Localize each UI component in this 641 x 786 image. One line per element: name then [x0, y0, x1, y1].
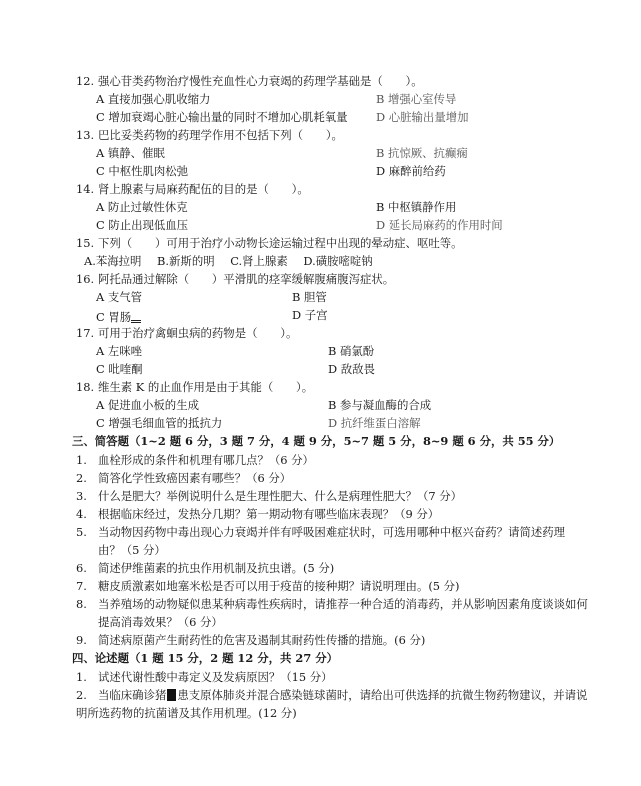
question-text: 患支原体肺炎并混合感染链球菌时，请给出可供选择的抗微生物药物建议，并请说: [177, 688, 588, 702]
essay-2-cont: 明所选药物的抗菌谱及其作用机理。(12 分): [76, 706, 297, 720]
option-row: [76, 110, 601, 128]
section-heading-short-answer: 三、简答题（1~2 题 6 分，3 题 7 分，4 题 9 分，5~7 题 5 分，8~9 题 6 分，共 55 分）: [72, 434, 561, 448]
question-14: [76, 182, 601, 200]
question-number: 16.: [76, 272, 95, 286]
question-number: 9.: [76, 633, 87, 647]
option-row: [76, 344, 601, 362]
section-heading-essay: 四、论述题（1 题 15 分，2 题 12 分，共 27 分）: [72, 651, 338, 665]
question-number: 13.: [76, 128, 95, 142]
short-answer-3: [76, 489, 601, 507]
option-b: B 胆管: [292, 290, 327, 304]
option-d: D 子宫: [292, 308, 328, 322]
question-stem: 强心苷类药物治疗慢性充血性心力衰竭的药理学基础是（ ）。: [98, 74, 423, 88]
question-number: 5.: [76, 525, 87, 539]
question-stem: 维生素 K 的止血作用是由于其能（ ）。: [98, 380, 314, 394]
essay-1: [76, 670, 601, 688]
question-number: 1.: [76, 453, 87, 467]
option-b: B 参与凝血酶的合成: [328, 398, 432, 412]
option-d: D 麻醉前给药: [376, 164, 446, 178]
option-d: D 敌敌畏: [328, 362, 375, 376]
question-number: 1.: [76, 670, 87, 684]
short-answer-7: [76, 579, 601, 597]
option-row: [76, 218, 601, 236]
option-d: D 心脏输出量增加: [376, 110, 469, 124]
question-text: 当动物因药物中毒出现心力衰竭并伴有呼吸困难症状时，可选用哪种中枢兴奋药？请简述药理: [98, 525, 566, 539]
question-text: 当临床确诊猪: [98, 688, 167, 702]
question-number: 17.: [76, 326, 95, 340]
question-number: 2.: [76, 688, 87, 702]
option-row: [76, 308, 601, 326]
option-row: [76, 362, 601, 380]
question-number: 2.: [76, 471, 87, 485]
question-12: [76, 74, 601, 92]
question-18: [76, 380, 601, 398]
question-text: 简述病原菌产生耐药性的危害及遏制其耐药性传播的措施。(6 分): [98, 633, 426, 647]
question-stem: 巴比妥类药物的药理学作用不包括下列（ ）。: [98, 128, 343, 142]
option-row: [76, 416, 601, 434]
question-15: [76, 236, 601, 254]
option-row: [76, 146, 601, 164]
ink-blot: [167, 689, 176, 701]
question-text: 糖皮质激素如地塞米松是否可以用于疫苗的接种期？请说明理由。(5 分): [98, 579, 460, 593]
question-number: 18.: [76, 380, 95, 394]
short-answer-8: [76, 597, 601, 615]
option-row: [76, 92, 601, 110]
option-row: [76, 164, 601, 182]
essay-2: [76, 688, 601, 706]
question-number: 14.: [76, 182, 95, 196]
question-text: 简述伊维菌素的抗虫作用机制及抗虫谱。(5 分): [98, 561, 335, 575]
question-number: 7.: [76, 579, 87, 593]
option-c: C 中枢性肌肉松弛: [96, 164, 189, 178]
option-row: [76, 398, 601, 416]
short-answer-1: [76, 453, 601, 471]
question-number: 6.: [76, 561, 87, 575]
option-c: C 防止出现低血压: [96, 218, 189, 232]
question-stem: 肾上腺素与局麻药配伍的目的是（ ）。: [98, 182, 309, 196]
short-answer-5: [76, 525, 601, 543]
option-d: D.磺胺嘧啶钠: [303, 254, 373, 268]
option-a: A 防止过敏性休克: [96, 200, 188, 214]
question-number: 8.: [76, 597, 87, 611]
question-16: [76, 272, 601, 290]
option-b: B 中枢镇静作用: [376, 200, 457, 214]
option-a: A.苯海拉明: [84, 254, 142, 268]
short-answer-4: [76, 507, 601, 525]
question-number: 12.: [76, 74, 95, 88]
option-a: A 左咪唑: [96, 344, 143, 358]
question-number: 4.: [76, 507, 87, 521]
pen-smudge: [131, 308, 141, 323]
short-answer-9: [76, 633, 601, 651]
question-text: 根据临床经过，发热分几期？第一期动物有哪些临床表现？（9 分）: [98, 507, 440, 521]
question-number: 3.: [76, 489, 87, 503]
question-number: 15.: [76, 236, 95, 250]
option-c: C.肾上腺素: [230, 254, 288, 268]
short-answer-8-cont: 提高消毒效果？（6 分）: [98, 615, 223, 629]
question-text: 什么是肥大？举例说明什么是生理性肥大、什么是病理性肥大？（7 分）: [98, 489, 462, 503]
option-c: C 增加衰竭心脏心输出量的同时不增加心肌耗氧量: [96, 110, 348, 124]
question-text: 血栓形成的条件和机理有哪几点？（6 分）: [98, 453, 314, 467]
option-a: A 直接加强心肌收缩力: [96, 92, 211, 106]
question-text: 当养殖场的动物疑似患某种病毒性疾病时，请推荐一种合适的消毒药，并从影响因素角度谈谈如何: [98, 597, 588, 611]
question-stem: 阿托品通过解除（ ）平滑肌的痉挛缓解腹痛腹泻症状。: [98, 272, 395, 286]
option-a: A 促进血小板的生成: [96, 398, 199, 412]
option-b: B.新斯的明: [157, 254, 215, 268]
short-answer-5-cont: 由？（5 分）: [98, 543, 166, 557]
question-text: 试述代谢性酸中毒定义及发病原因？（15 分）: [98, 670, 333, 684]
option-c: C 胃肠: [96, 308, 141, 325]
question-13: [76, 128, 601, 146]
option-b: B 抗惊厥、抗癫痫: [376, 146, 468, 160]
option-d: D 抗纤维蛋白溶解: [328, 416, 421, 430]
option-row: [76, 290, 601, 308]
option-a: A 支气管: [96, 290, 143, 304]
option-a: A 镇静、催眠: [96, 146, 165, 160]
option-row: [76, 200, 601, 218]
question-stem: 可用于治疗禽蛔虫病的药物是（ ）。: [98, 326, 298, 340]
short-answer-2: [76, 471, 601, 489]
option-c: C 增强毛细血管的抵抗力: [96, 416, 223, 430]
question-stem: 下列（ ）可用于治疗小动物长途运输过程中出现的晕动症、呕吐等。: [98, 236, 463, 250]
option-row: [76, 254, 601, 272]
option-b: B 硝氯酚: [328, 344, 375, 358]
option-b: B 增强心室传导: [376, 92, 457, 106]
option-d: D 延长局麻药的作用时间: [376, 218, 503, 232]
question-17: [76, 326, 601, 344]
short-answer-6: [76, 561, 601, 579]
option-c: C 吡喹酮: [96, 362, 143, 376]
question-text: 简答化学性致癌因素有哪些？（6 分）: [98, 471, 292, 485]
